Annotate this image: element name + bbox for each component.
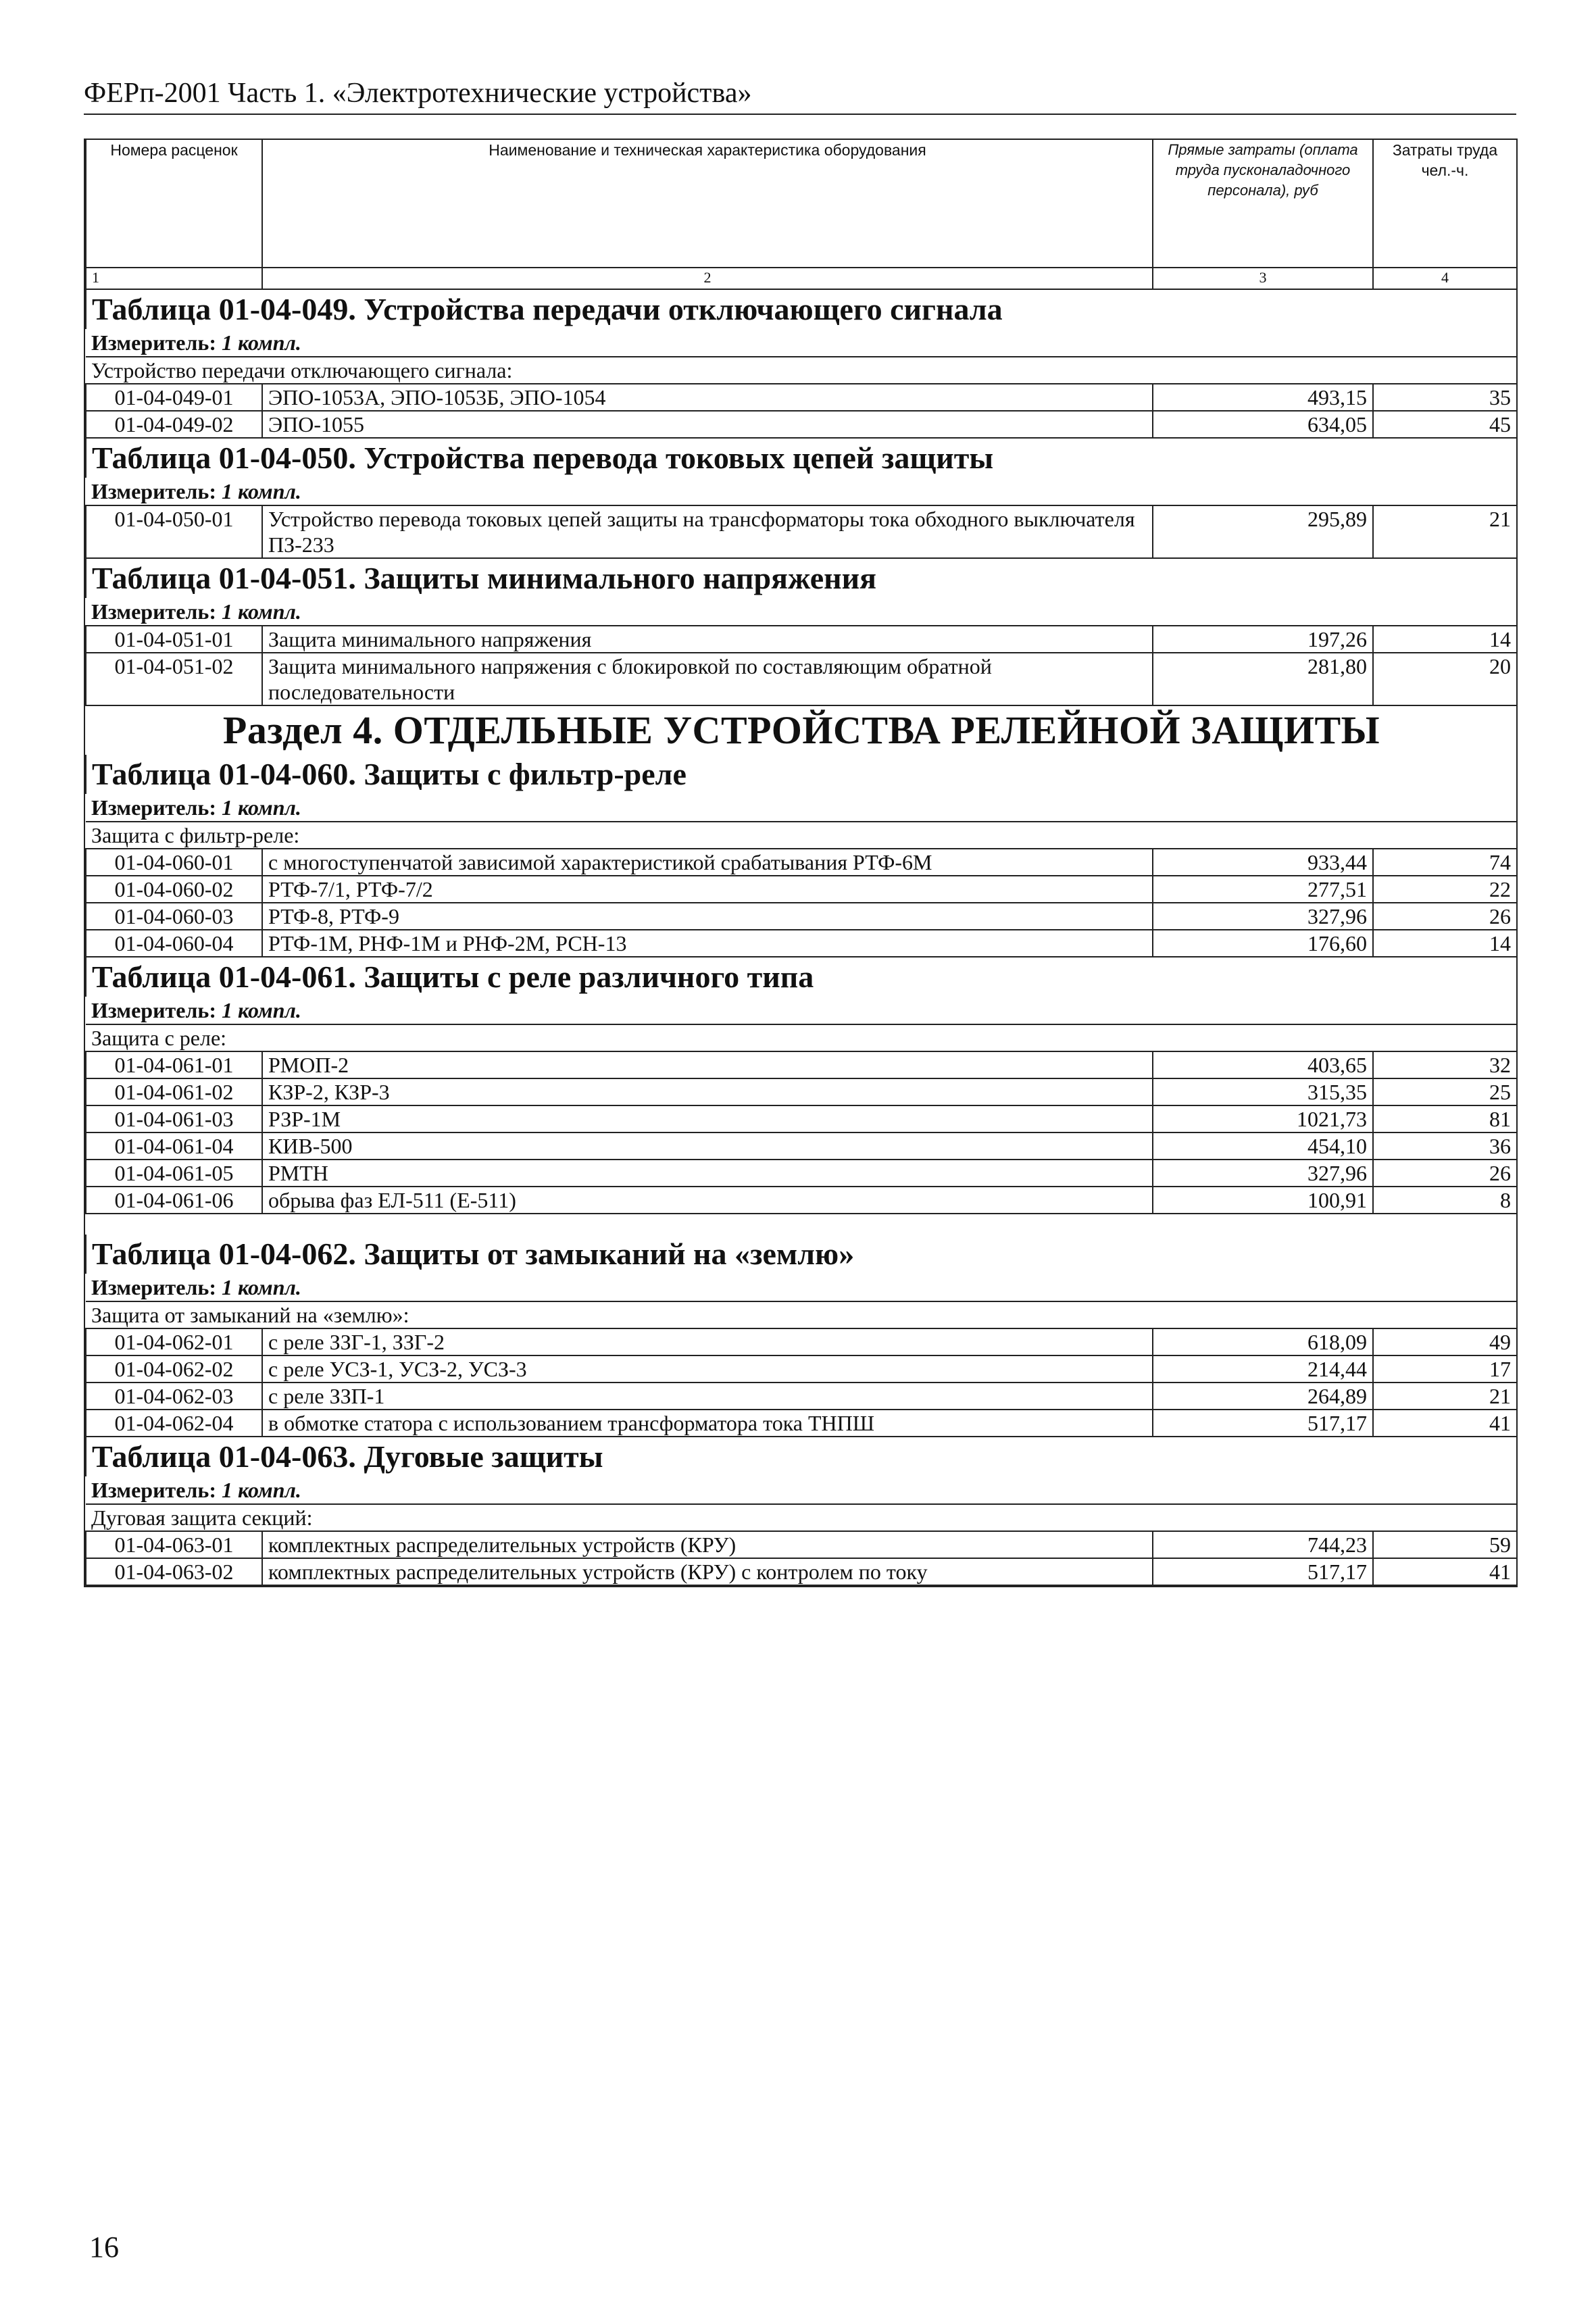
measure-label: Измеритель: — [91, 479, 216, 503]
direct-cost: 744,23 — [1153, 1531, 1373, 1558]
labor-cost: 41 — [1373, 1410, 1517, 1437]
equipment-name: с реле ЗЗГ-1, ЗЗГ-2 — [262, 1328, 1153, 1355]
table-row — [86, 1410, 1517, 1437]
equipment-name: обрыва фаз ЕЛ-511 (Е-511) — [262, 1187, 1153, 1214]
group-heading: Дуговая защита секций: — [86, 1504, 1517, 1531]
price-code: 01-04-049-01 — [86, 384, 262, 411]
table-caption-row — [86, 1235, 1517, 1274]
table-row — [86, 1383, 1517, 1410]
direct-cost: 493,15 — [1153, 384, 1373, 411]
measure-label: Измеритель: — [91, 330, 216, 355]
measure-value: 1 компл. — [221, 479, 301, 503]
group-heading-row — [86, 1301, 1517, 1328]
table-row — [86, 1160, 1517, 1187]
table-caption: Таблица 01-04-051. Защиты минимального напряжения — [86, 558, 1517, 598]
measure-row — [86, 1274, 1517, 1301]
table-caption-row — [86, 438, 1517, 478]
direct-cost: 281,80 — [1153, 653, 1373, 705]
price-document — [84, 139, 1518, 1587]
labor-cost: 35 — [1373, 384, 1517, 411]
measure-unit — [86, 997, 1517, 1024]
table-row — [86, 1328, 1517, 1355]
table-row — [86, 1132, 1517, 1160]
column-number-3: 3 — [1153, 268, 1373, 289]
measure-value: 1 компл. — [221, 795, 301, 820]
table-caption: Таблица 01-04-060. Защиты с фильтр-реле — [86, 755, 1517, 794]
table-row — [86, 1187, 1517, 1214]
equipment-name: РТФ-8, РТФ-9 — [262, 903, 1153, 930]
equipment-name: комплектных распределительных устройств (КРУ) с контролем по току — [262, 1558, 1153, 1585]
equipment-name: РЗР-1М — [262, 1105, 1153, 1132]
price-code: 01-04-061-05 — [86, 1160, 262, 1187]
direct-cost: 327,96 — [1153, 1160, 1373, 1187]
group-heading-row — [86, 357, 1517, 384]
labor-cost: 41 — [1373, 1558, 1517, 1585]
page-number: 16 — [89, 2231, 119, 2264]
equipment-name: комплектных распределительных устройств (КРУ) — [262, 1531, 1153, 1558]
equipment-name: РТФ-1М, РНФ-1М и РНФ-2М, РСН-13 — [262, 930, 1153, 957]
price-code: 01-04-062-01 — [86, 1328, 262, 1355]
equipment-name: РМТН — [262, 1160, 1153, 1187]
labor-cost: 22 — [1373, 876, 1517, 903]
equipment-name: с реле ЗЗП-1 — [262, 1383, 1153, 1410]
table-caption-row — [86, 289, 1517, 329]
price-table — [85, 139, 1518, 1586]
column-header-labor: Затраты труда чел.-ч. — [1373, 139, 1517, 268]
section-title-row — [86, 705, 1517, 755]
price-code: 01-04-049-02 — [86, 411, 262, 438]
measure-label: Измеритель: — [91, 1478, 216, 1502]
column-number-2: 2 — [262, 268, 1153, 289]
price-code: 01-04-061-01 — [86, 1051, 262, 1078]
measure-row — [86, 329, 1517, 357]
price-code: 01-04-063-02 — [86, 1558, 262, 1585]
measure-unit — [86, 598, 1517, 626]
price-code: 01-04-062-04 — [86, 1410, 262, 1437]
equipment-name: КИВ-500 — [262, 1132, 1153, 1160]
measure-row — [86, 794, 1517, 822]
column-number-row — [86, 268, 1517, 289]
price-code: 01-04-061-06 — [86, 1187, 262, 1214]
equipment-name: в обмотке статора с использованием трансформатора тока ТНПШ — [262, 1410, 1153, 1437]
vertical-gap — [86, 1214, 1517, 1235]
table-caption-row — [86, 957, 1517, 997]
group-heading-row — [86, 1504, 1517, 1531]
direct-cost: 214,44 — [1153, 1355, 1373, 1383]
table-row — [86, 1105, 1517, 1132]
table-row — [86, 1051, 1517, 1078]
labor-cost: 26 — [1373, 903, 1517, 930]
table-caption: Таблица 01-04-049. Устройства передачи отключающего сигнала — [86, 289, 1517, 329]
measure-label: Измеритель: — [91, 998, 216, 1022]
measure-unit — [86, 478, 1517, 505]
equipment-name: Защита минимального напряжения — [262, 626, 1153, 653]
direct-cost: 277,51 — [1153, 876, 1373, 903]
table-row — [86, 903, 1517, 930]
price-code: 01-04-051-01 — [86, 626, 262, 653]
measure-label: Измеритель: — [91, 1275, 216, 1299]
equipment-name: ЭПО-1053А, ЭПО-1053Б, ЭПО-1054 — [262, 384, 1153, 411]
price-code: 01-04-062-02 — [86, 1355, 262, 1383]
labor-cost: 25 — [1373, 1078, 1517, 1105]
measure-unit — [86, 329, 1517, 357]
direct-cost: 315,35 — [1153, 1078, 1373, 1105]
group-heading-row — [86, 822, 1517, 849]
table-row — [86, 384, 1517, 411]
labor-cost: 14 — [1373, 930, 1517, 957]
price-code: 01-04-060-03 — [86, 903, 262, 930]
labor-cost: 59 — [1373, 1531, 1517, 1558]
equipment-name: Устройство перевода токовых цепей защиты на трансформаторы тока обходного выключателя ПЗ-233 — [262, 505, 1153, 558]
running-header: ФЕРп-2001 Часть 1. «Электротехнические устройства» — [84, 76, 1516, 115]
equipment-name: Защита минимального напряжения с блокировкой по составляющим обратной последовательности — [262, 653, 1153, 705]
vertical-gap-cell — [86, 1214, 1517, 1235]
measure-label: Измеритель: — [91, 795, 216, 820]
measure-label: Измеритель: — [91, 599, 216, 624]
table-caption: Таблица 01-04-050. Устройства перевода токовых цепей защиты — [86, 438, 1517, 478]
column-number-1: 1 — [86, 268, 262, 289]
column-header-row — [86, 139, 1517, 268]
table-row — [86, 876, 1517, 903]
measure-row — [86, 1476, 1517, 1504]
measure-unit — [86, 1274, 1517, 1301]
direct-cost: 517,17 — [1153, 1558, 1373, 1585]
price-code: 01-04-051-02 — [86, 653, 262, 705]
measure-unit — [86, 1476, 1517, 1504]
measure-row — [86, 997, 1517, 1024]
equipment-name: ЭПО-1055 — [262, 411, 1153, 438]
group-heading: Защита от замыканий на «землю»: — [86, 1301, 1517, 1328]
section-title: Раздел 4. ОТДЕЛЬНЫЕ УСТРОЙСТВА РЕЛЕЙНОЙ ЗАЩИТЫ — [222, 708, 1380, 752]
table-row — [86, 1531, 1517, 1558]
direct-cost: 264,89 — [1153, 1383, 1373, 1410]
direct-cost: 454,10 — [1153, 1132, 1373, 1160]
price-code: 01-04-061-02 — [86, 1078, 262, 1105]
direct-cost: 517,17 — [1153, 1410, 1373, 1437]
labor-cost: 26 — [1373, 1160, 1517, 1187]
column-header-codes: Номера расценок — [86, 139, 262, 268]
price-code: 01-04-060-01 — [86, 849, 262, 876]
table-row — [86, 1078, 1517, 1105]
price-table-body — [86, 139, 1517, 1585]
measure-row — [86, 478, 1517, 505]
table-caption: Таблица 01-04-063. Дуговые защиты — [86, 1437, 1517, 1476]
direct-cost: 618,09 — [1153, 1328, 1373, 1355]
price-code: 01-04-061-03 — [86, 1105, 262, 1132]
labor-cost: 36 — [1373, 1132, 1517, 1160]
direct-cost: 327,96 — [1153, 903, 1373, 930]
equipment-name: с многоступенчатой зависимой характеристикой срабатывания РТФ-6М — [262, 849, 1153, 876]
table-row — [86, 930, 1517, 957]
direct-cost: 100,91 — [1153, 1187, 1373, 1214]
measure-value: 1 компл. — [221, 330, 301, 355]
labor-cost: 21 — [1373, 505, 1517, 558]
measure-value: 1 компл. — [221, 599, 301, 624]
price-code: 01-04-050-01 — [86, 505, 262, 558]
labor-cost: 45 — [1373, 411, 1517, 438]
price-code: 01-04-063-01 — [86, 1531, 262, 1558]
table-caption: Таблица 01-04-061. Защиты с реле различного типа — [86, 957, 1517, 997]
direct-cost: 403,65 — [1153, 1051, 1373, 1078]
labor-cost: 14 — [1373, 626, 1517, 653]
table-row — [86, 626, 1517, 653]
direct-cost: 1021,73 — [1153, 1105, 1373, 1132]
equipment-name: с реле УСЗ-1, УСЗ-2, УСЗ-3 — [262, 1355, 1153, 1383]
direct-cost: 634,05 — [1153, 411, 1373, 438]
labor-cost: 21 — [1373, 1383, 1517, 1410]
group-heading: Защита с фильтр-реле: — [86, 822, 1517, 849]
measure-value: 1 компл. — [221, 1275, 301, 1299]
labor-cost: 32 — [1373, 1051, 1517, 1078]
direct-cost: 197,26 — [1153, 626, 1373, 653]
direct-cost: 176,60 — [1153, 930, 1373, 957]
measure-value: 1 компл. — [221, 1478, 301, 1502]
group-heading: Устройство передачи отключающего сигнала: — [86, 357, 1517, 384]
labor-cost: 20 — [1373, 653, 1517, 705]
measure-unit — [86, 794, 1517, 822]
table-row — [86, 1355, 1517, 1383]
labor-cost: 49 — [1373, 1328, 1517, 1355]
table-caption-row — [86, 1437, 1517, 1476]
table-caption: Таблица 01-04-062. Защиты от замыканий на «землю» — [86, 1235, 1517, 1274]
measure-value: 1 компл. — [221, 998, 301, 1022]
price-code: 01-04-062-03 — [86, 1383, 262, 1410]
column-header-direct-costs: Прямые затраты (оплата труда пусконаладочного персонала), руб — [1153, 139, 1373, 268]
column-header-name: Наименование и техническая характеристика оборудования — [262, 139, 1153, 268]
measure-row — [86, 598, 1517, 626]
table-row — [86, 505, 1517, 558]
labor-cost: 8 — [1373, 1187, 1517, 1214]
table-row — [86, 411, 1517, 438]
labor-cost: 74 — [1373, 849, 1517, 876]
group-heading-row — [86, 1024, 1517, 1051]
table-caption-row — [86, 755, 1517, 794]
direct-cost: 933,44 — [1153, 849, 1373, 876]
table-row — [86, 653, 1517, 705]
table-row — [86, 1558, 1517, 1585]
price-code: 01-04-060-02 — [86, 876, 262, 903]
labor-cost: 17 — [1373, 1355, 1517, 1383]
group-heading: Защита с реле: — [86, 1024, 1517, 1051]
labor-cost: 81 — [1373, 1105, 1517, 1132]
column-number-4: 4 — [1373, 268, 1517, 289]
equipment-name: РТФ-7/1, РТФ-7/2 — [262, 876, 1153, 903]
table-row — [86, 849, 1517, 876]
equipment-name: РМОП-2 — [262, 1051, 1153, 1078]
equipment-name: КЗР-2, КЗР-3 — [262, 1078, 1153, 1105]
table-caption-row — [86, 558, 1517, 598]
direct-cost: 295,89 — [1153, 505, 1373, 558]
price-code: 01-04-061-04 — [86, 1132, 262, 1160]
price-code: 01-04-060-04 — [86, 930, 262, 957]
